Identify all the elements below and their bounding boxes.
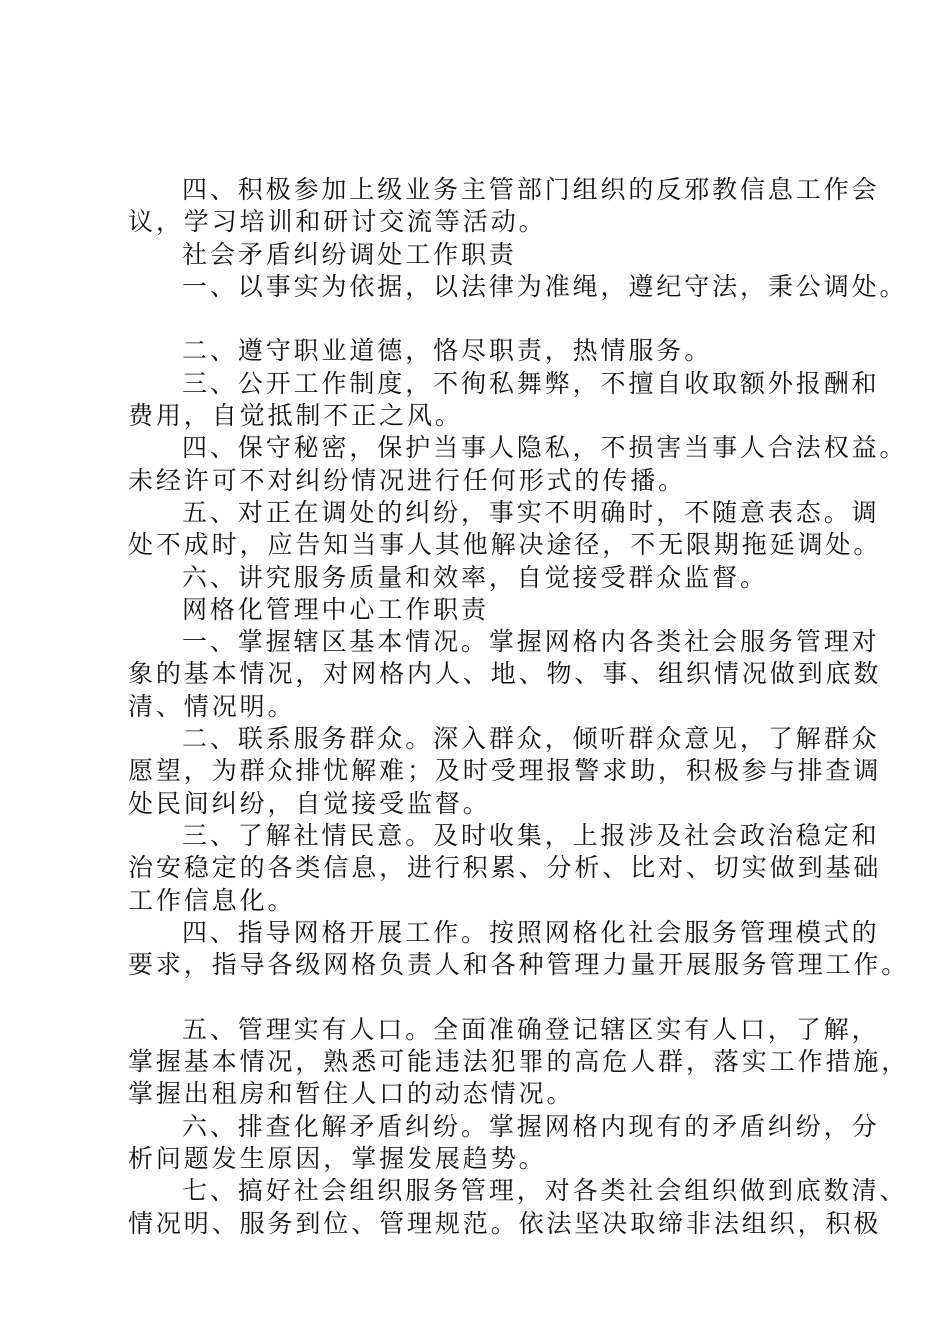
text-line: 费用，自觉抵制不正之风。 [128,401,463,431]
text-line: 治安稳定的各类信息，进行积累、分析、比对、切实做到基础 [128,853,882,883]
paragraph-mediation-5 [128,497,882,562]
text-line: 六、排查化解矛盾纠纷。掌握网格内现有的矛盾纠纷，分 [182,1111,880,1141]
section-heading-grid-management: 网格化管理中心工作职责 [182,594,489,624]
paragraph-grid-3 [128,820,882,917]
text-line: 四、积极参加上级业务主管部门组织的反邪教信息工作会 [182,175,880,204]
paragraph-grid-1 [128,626,882,723]
text-line: 三、公开工作制度，不徇私舞弊，不擅自收取额外报酬和 [182,368,880,398]
paragraph-anti-cult-4 [128,174,880,239]
paragraph-mediation-6 [128,562,840,594]
text-line: 一、掌握辖区基本情况。掌握网格内各类社会服务管理对 [182,627,880,657]
text-line: 二、联系服务群众。深入群众，倾听群众意见，了解群众 [182,724,880,754]
text-line: 五、对正在调处的纠纷，事实不明确时，不随意表态。调 [182,497,880,527]
text-line: 四、保守秘密，保护当事人隐私，不损害当事人合法权益。 [182,433,908,463]
text-line: 处民间纠纷，自觉接受监督。 [128,788,491,818]
text-line: 三、了解社情民意。及时收集，上报涉及社会政治稳定和 [182,820,880,850]
text-line: 七、搞好社会组织服务管理，对各类社会组织做到底数清、 [182,1176,908,1206]
paragraph-grid-5 [128,1014,910,1111]
text-line: 析问题发生原因，掌握发展趋势。 [128,1143,547,1173]
text-line: 二、遵守职业道德，恪尽职责，热情服务。 [182,336,713,366]
text-line: 五、管理实有人口。全面准确登记辖区实有人口，了解， [182,1014,880,1044]
paragraph-mediation-3 [128,368,880,433]
paragraph-grid-6 [128,1111,880,1176]
text-line: 清、情况明。 [128,691,296,721]
paragraph-grid-4 [128,917,910,982]
text-line: 六、讲究服务质量和效率，自觉接受群众监督。 [182,562,768,592]
text-line: 议，学习培训和研讨交流等活动。 [128,207,547,237]
text-line: 愿望，为群众排忧解难；及时受理报警求助，积极参与排查调 [128,756,882,786]
text-line: 四、指导网格开展工作。按照网格化社会服务管理模式的 [182,917,880,947]
text-line: 一、以事实为依据，以法律为准绳，遵纪守法，秉公调处。 [182,271,908,301]
text-line: 要求，指导各级网格负责人和各种管理力量开展服务管理工作。 [128,950,910,980]
text-line: 掌握基本情况，熟悉可能违法犯罪的高危人群，落实工作措施， [128,1047,910,1077]
section-heading-dispute-mediation: 社会矛盾纠纷调处工作职责 [182,239,517,269]
blank-line [128,303,840,335]
text-line: 掌握出租房和暂住人口的动态情况。 [128,1079,575,1109]
paragraph-mediation-2 [128,335,840,367]
text-line: 工作信息化。 [128,885,296,915]
blank-line [128,981,840,1013]
text-line: 情况明、服务到位、管理规范。依法坚决取缔非法组织，积极 [128,1208,882,1238]
paragraph-grid-7 [128,1175,908,1240]
document-body [128,174,910,1240]
paragraph-mediation-4 [128,432,908,497]
text-line: 处不成时，应告知当事人其他解决途径，不无限期拖延调处。 [128,530,882,560]
paragraph-mediation-1 [128,271,908,303]
text-line: 象的基本情况，对网格内人、地、物、事、组织情况做到底数 [128,659,882,689]
paragraph-grid-2 [128,723,882,820]
text-line: 未经许可不对纠纷情况进行任何形式的传播。 [128,465,687,495]
